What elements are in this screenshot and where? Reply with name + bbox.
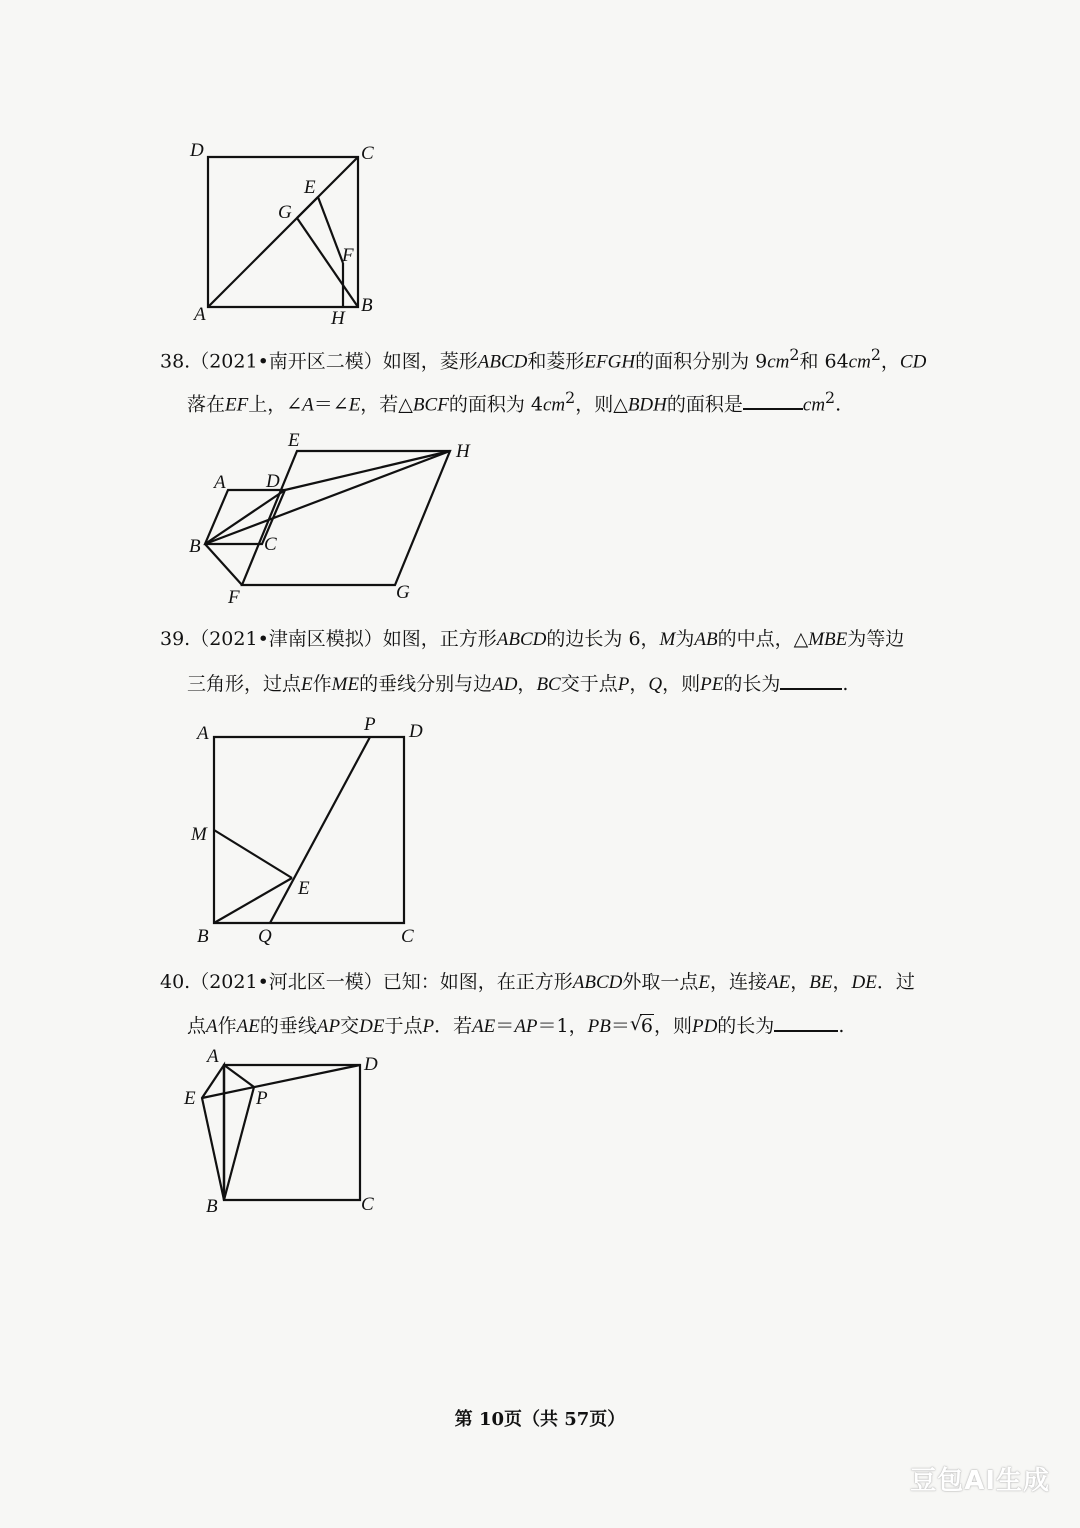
- fig38-label-a: A: [214, 472, 226, 493]
- fig40-label-d: D: [364, 1054, 378, 1075]
- q38-text: 如图，菱形: [382, 350, 478, 373]
- q40-var: AE: [767, 972, 791, 993]
- q40-text: 外取一点: [622, 971, 699, 993]
- fig38-label-c: C: [264, 534, 277, 555]
- q40-text: ，: [790, 971, 810, 993]
- q40-text: ，则: [653, 1015, 692, 1037]
- q40-var: ABCD: [572, 972, 623, 993]
- fig37-label-d: D: [190, 140, 204, 161]
- q40-text: 的垂线: [259, 1015, 317, 1037]
- q40-text: ．若: [434, 1015, 473, 1037]
- q39-text: 作: [312, 673, 332, 695]
- q40-text: 作: [217, 1015, 237, 1037]
- q40-text: 于点: [384, 1015, 423, 1037]
- fig40-label-c: C: [361, 1194, 374, 1215]
- q38-sup: 2: [870, 345, 881, 364]
- q38-var: EFGH: [584, 351, 636, 373]
- q40-text: 点: [187, 1015, 207, 1037]
- q38-sup: 2: [825, 388, 836, 407]
- q40-var: E: [698, 972, 711, 993]
- q39-var: E: [301, 674, 313, 695]
- q39-text: ，: [629, 673, 649, 695]
- q38-unit: cm: [848, 351, 871, 373]
- fig38-label-d: D: [266, 471, 280, 492]
- fig39-label-q: Q: [258, 926, 272, 947]
- q39-var: ME: [331, 674, 360, 695]
- q39-var: M: [659, 629, 676, 650]
- q39-var: Q: [648, 674, 663, 695]
- watermark: 豆包AI生成: [910, 1466, 1050, 1496]
- q39-text: 为: [675, 628, 695, 650]
- fig38-label-b: B: [189, 536, 201, 557]
- fig40-segment-pb: [224, 1087, 254, 1200]
- q39-text: ，: [517, 673, 537, 695]
- q40-text: ，连接: [710, 971, 768, 993]
- fig39-label-m: M: [191, 824, 207, 845]
- q38-text: 和菱形: [527, 350, 585, 373]
- q40-text: 已知：如图，在正方形: [382, 971, 573, 993]
- q39-number: 39.: [160, 628, 191, 650]
- q39-text: 为等边: [847, 628, 905, 650]
- q39-source: （2021•津南区模拟）: [190, 628, 383, 650]
- fig37-label-b: B: [361, 295, 373, 316]
- q38-text: 上，∠: [248, 393, 303, 416]
- q39-text: 的中点，△: [717, 628, 809, 650]
- q39-var: ABCD: [496, 629, 547, 650]
- q40-var: AE: [236, 1016, 260, 1037]
- fig37-label-h: H: [331, 308, 345, 329]
- fig37-label-c: C: [361, 143, 374, 164]
- q40-text: ，: [832, 971, 852, 993]
- q40-var: A: [206, 1016, 218, 1037]
- q40-var: PB: [587, 1016, 611, 1037]
- fig39-label-d: D: [409, 721, 423, 742]
- q38-unit: cm: [802, 394, 826, 416]
- q38-sup: 2: [789, 345, 800, 364]
- q38-unit: cm: [542, 394, 566, 416]
- q40-var: AP: [316, 1016, 341, 1037]
- q38-text: .: [835, 393, 842, 416]
- page-number: 第 10页（共 57页）: [454, 1409, 626, 1430]
- fig40-segment-ap: [224, 1065, 254, 1087]
- q38-source: （2021•南开区二模）: [190, 350, 383, 373]
- q38-var: BDH: [627, 394, 667, 416]
- q39-text: 的长为: [723, 673, 781, 695]
- q40-text: ＝1，: [537, 1015, 588, 1037]
- q38-var: BCF: [412, 394, 449, 416]
- q40-text: 交: [340, 1015, 360, 1037]
- q40-text: ．过: [876, 971, 915, 993]
- q38-text: ，则△: [575, 393, 628, 416]
- q38-number: 38.: [160, 350, 191, 373]
- fig38-label-e: E: [288, 430, 300, 451]
- q38-sup: 2: [565, 388, 576, 407]
- q40-var: P: [422, 1016, 435, 1037]
- q40-source: （2021•河北区一模）: [190, 971, 383, 993]
- fig40-triangle-aeb: [202, 1065, 224, 1200]
- q38-var: E: [348, 394, 361, 416]
- fig40-label-e: E: [184, 1088, 196, 1109]
- q38-unit: cm: [767, 351, 790, 373]
- fig38-label-h: H: [456, 441, 470, 462]
- q39-text: 三角形，过点: [187, 673, 302, 695]
- q38-var: ABCD: [477, 351, 528, 373]
- fig37-label-e: E: [304, 177, 316, 198]
- q39-var: AD: [492, 674, 518, 695]
- q39-var: PE: [700, 674, 724, 695]
- fig37-label-f: F: [342, 245, 354, 266]
- fig40-label-b: B: [206, 1196, 218, 1217]
- q38-var: CD: [899, 351, 927, 373]
- q38-text: ，若△: [360, 393, 413, 416]
- q40-text: 的长为: [717, 1015, 775, 1037]
- q40-text: ＝: [495, 1015, 515, 1037]
- q40-text: ＝: [610, 1015, 630, 1037]
- fig39-label-c: C: [401, 926, 414, 947]
- q40-var: BE: [809, 972, 833, 993]
- fig39-label-p: P: [364, 714, 376, 735]
- q40-var: AP: [514, 1016, 538, 1037]
- q38-var: EF: [225, 394, 249, 416]
- q39-var: AB: [694, 629, 718, 650]
- q38-text: ＝∠: [313, 393, 349, 416]
- fig37-label-g: G: [278, 202, 292, 223]
- q40-var: DE: [359, 1016, 385, 1037]
- q40-var: AE: [472, 1016, 496, 1037]
- q39-text: 如图，正方形: [382, 628, 497, 650]
- q39-text: ，则: [662, 673, 701, 695]
- q40-number: 40.: [160, 971, 191, 993]
- q38-text: 的面积分别为 9: [635, 350, 768, 373]
- q39-text: 的边长为 6，: [546, 628, 660, 650]
- radical-sign: √: [629, 1013, 642, 1035]
- fig37-label-a: A: [194, 304, 206, 325]
- radicand: 6: [640, 1015, 653, 1037]
- q38-var: A: [302, 394, 314, 416]
- q40-var: PD: [691, 1016, 718, 1037]
- q38-text: 的面积是: [666, 393, 743, 416]
- q38-text: 落在: [187, 393, 226, 416]
- fig40-square: [224, 1065, 360, 1200]
- q39-var: P: [617, 674, 630, 695]
- fig39-label-a: A: [197, 723, 209, 744]
- q40-var: DE: [851, 972, 877, 993]
- fig38-label-f: F: [228, 587, 240, 608]
- fig40-label-a: A: [207, 1046, 219, 1067]
- q38-text: 的面积为 4: [448, 393, 543, 416]
- fig40-label-p: P: [256, 1088, 268, 1109]
- q39-text: 交于点: [560, 673, 618, 695]
- q38-text: ，: [880, 350, 900, 373]
- fig40-segment-ed: [202, 1065, 360, 1098]
- fig39-label-b: B: [197, 926, 209, 947]
- q38-text: 和 64: [799, 350, 849, 373]
- q39-var: BC: [536, 674, 561, 695]
- q40-text: .: [838, 1015, 845, 1037]
- fig38-label-g: G: [396, 582, 410, 603]
- fig39-label-e: E: [298, 878, 310, 899]
- q39-text: .: [842, 673, 849, 695]
- q39-text: 的垂线分别与边: [359, 673, 493, 695]
- q39-var: MBE: [808, 629, 848, 650]
